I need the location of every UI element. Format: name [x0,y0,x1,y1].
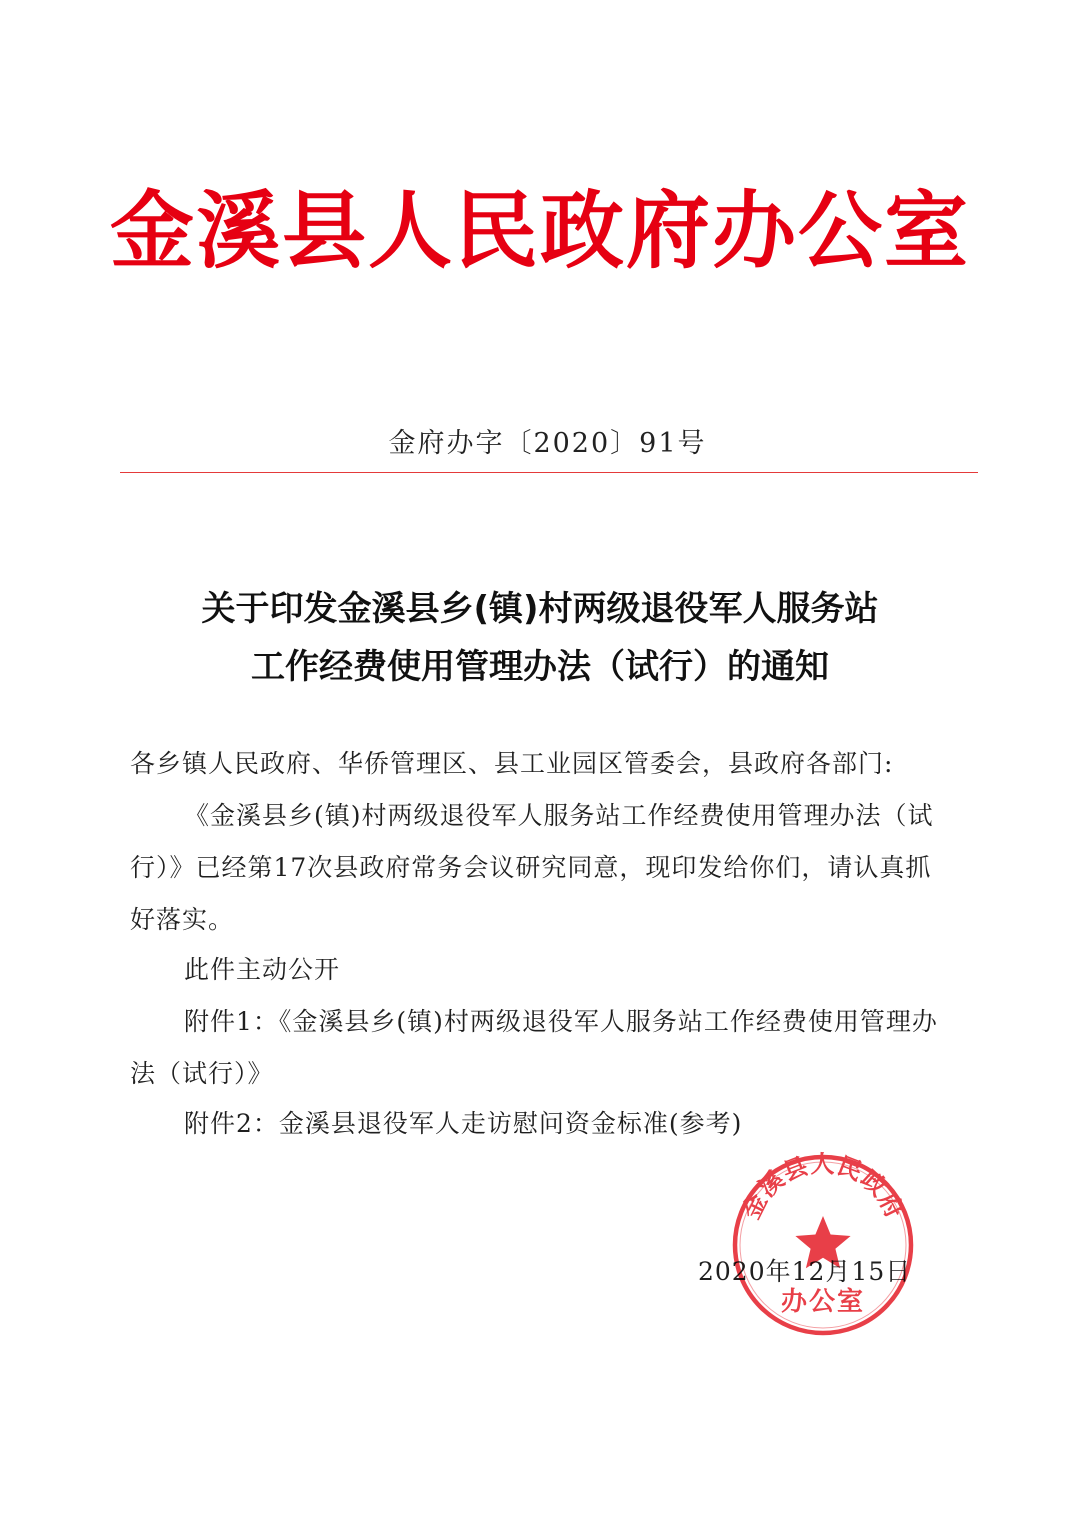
notice-title-line-2: 工作经费使用管理办法（试行）的通知 [251,647,829,687]
notice-title [0,580,1080,696]
seal-outer-text: 金溪县人民政府 [736,1150,910,1224]
document-number: 金府办字〔2020〕91号 [388,428,707,459]
red-divider-rule [120,472,978,473]
attachment-1: 附件1：《金溪县乡(镇)村两级退役军人服务站工作经费使用管理办法（试行）》 [130,1007,938,1088]
issue-date: 2020年12月15日 [698,1257,912,1286]
seal-inner-text: 办公室 [780,1287,866,1317]
seal-star-icon [795,1216,850,1268]
official-seal-stamp [728,1150,918,1340]
addressee-line: 各乡镇人民政府、华侨管理区、县工业园区管委会，县政府各部门: [130,749,894,778]
seal-graphic [728,1150,918,1340]
attachment-2: 附件2：金溪县退役军人走访慰问资金标准(参考) [184,1109,743,1138]
disclosure-note: 此件主动公开 [184,955,341,984]
issuer-title: 金溪县人民政府办公室 [109,182,970,280]
notice-title-line-1: 关于印发金溪县乡(镇)村两级退役军人服务站 [201,589,879,629]
main-paragraph: 《金溪县乡(镇)村两级退役军人服务站工作经费使用管理办法（试行）》已经第17次县政府常务会议研究同意，现印发给你们，请认真抓好落实。 [130,801,934,934]
